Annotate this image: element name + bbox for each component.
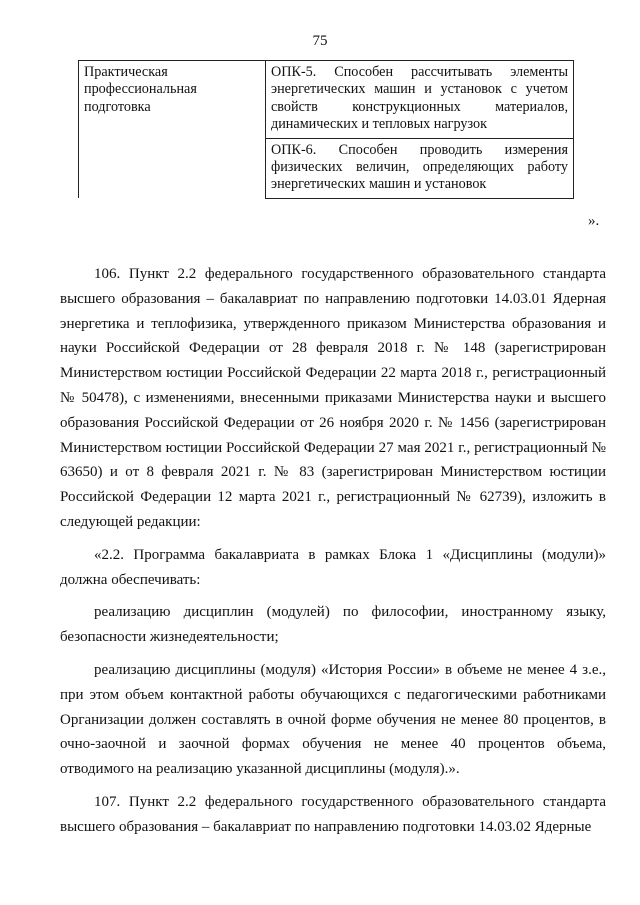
paragraph: 107. Пункт 2.2 федерального государственного образовательного стандарта высшего образования – бакалавриат по направлению подготовки 14.03.02 Ядерные <box>60 793 606 835</box>
area-line: подготовка <box>84 98 151 115</box>
table-cell-area <box>79 61 266 139</box>
competence-line: и установок <box>413 176 487 193</box>
area-line: профессиональная <box>84 81 197 98</box>
competence-line: работу энергетических машин <box>271 159 569 193</box>
table-cell-area <box>79 138 266 198</box>
table-cell-competence <box>266 61 574 139</box>
area-line: Практическая <box>84 64 168 80</box>
paragraph: 106. Пункт 2.2 федерального государственного образовательного стандарта высшего образования – бакалавриат по направлению подготовки 14.03.01 Ядерная энергетика и теплофизика, утвержденного приказом Министерства образования и науки Российской Федерации от 28 февраля 2018 г. № 148 (зарегистрирован Министерством юстиции Российской Федерации 22 марта 2018 г., регистрационный № 50478), с изменениями, внесенными приказами Министерства науки и высшего образования Российской Федерации от 26 ноября 2020 г. № 1456 (зарегистрирован Министерством юстиции Российской Федерации 27 мая 2021 г., регистрационный № 63650) и от 8 февраля 2021 г. № 83 (зарегистрирован Министерством юстиции Российской Федерации 12 марта 2021 г., регистрационный № 62739), изложить в следующей редакции: <box>60 266 606 530</box>
page-number: 75 <box>312 33 328 49</box>
competence-line: ОПК-6. Способен проводить измерения <box>271 141 568 158</box>
closing-quote: ». <box>588 213 600 229</box>
document-body <box>60 262 606 848</box>
competence-line: элементы энергетических машин <box>271 64 568 98</box>
competence-line: ОПК-5. Способен рассчитывать <box>271 64 493 80</box>
competence-line: конструкционных материалов, динамических <box>271 98 568 133</box>
competence-table <box>78 60 574 199</box>
paragraph: реализацию дисциплины (модуля) «История России» в объеме не менее 4 з.е., при этом объем контактной работы обучающихся с педагогическими работниками Организации должен составлять в очной форме обучения не менее 80 процентов, в очно-заочной и заочной формах обучения не менее 40 процентов объема, отводимого на реализацию указанной дисциплины (модуля).». <box>60 661 606 778</box>
competence-line: и установок с учетом свойств <box>271 81 568 115</box>
table-row <box>79 138 574 198</box>
table-row <box>79 61 574 139</box>
table-cell-competence <box>266 138 574 198</box>
paragraph: реализацию дисциплин (модулей) по философии, иностранному языку, безопасности жизнедеятельности; <box>60 604 606 646</box>
competence-line: и тепловых нагрузок <box>361 116 487 133</box>
competence-line: физических величин, определяющих <box>271 159 515 176</box>
paragraph: «2.2. Программа бакалавриата в рамках Блока 1 «Дисциплины (модули)» должна обеспечивать: <box>60 546 606 588</box>
